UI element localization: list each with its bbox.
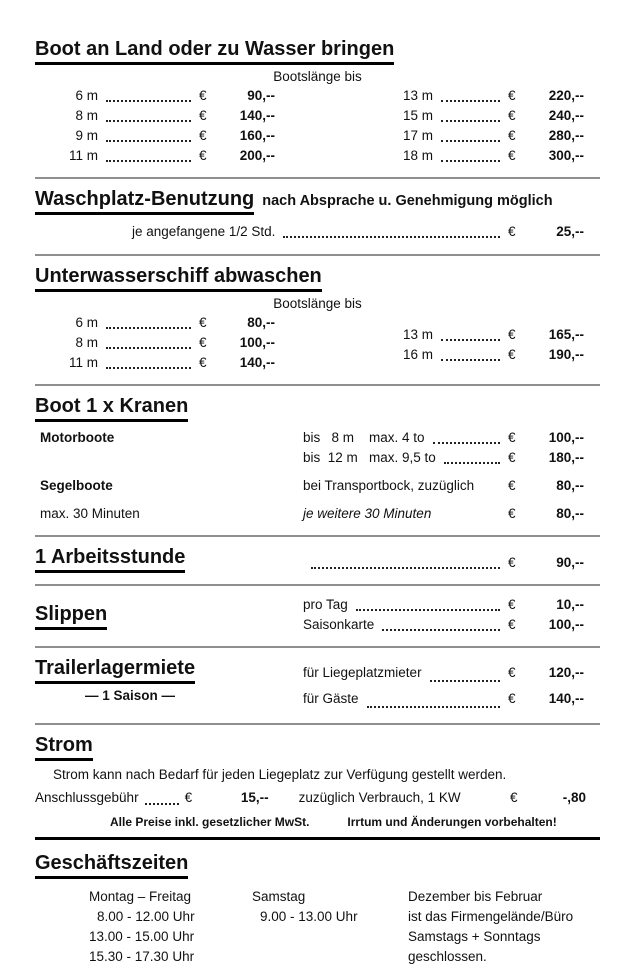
boat-type-label: Segelboote — [40, 478, 113, 493]
length-label: 16 m — [402, 347, 433, 362]
price-value: 240,-- — [548, 108, 584, 123]
currency-symbol: € — [508, 691, 516, 706]
vat-note: Alle Preise inkl. gesetzlicher MwSt. — [110, 815, 310, 829]
price-row — [40, 313, 275, 333]
dotted-leader — [106, 367, 191, 369]
hours-winter-note — [408, 887, 600, 967]
hours-line: 8.00 - 12.00 Uhr — [97, 909, 195, 924]
hours-line: ist das Firmengelände/Büro — [408, 909, 574, 924]
currency-symbol: € — [508, 327, 516, 342]
price-value: 190,-- — [548, 347, 584, 362]
section-strom — [35, 725, 600, 837]
length-label: 13 m — [402, 327, 433, 342]
hours-saturday — [252, 887, 372, 967]
length-label: 17 m — [402, 128, 433, 143]
section-subtitle: Bootslänge bis — [273, 296, 362, 311]
hours-line: Montag – Freitag — [89, 889, 192, 904]
price-row — [40, 333, 275, 353]
price-row — [303, 660, 584, 686]
dotted-leader — [106, 160, 191, 162]
section-slippen — [35, 586, 600, 646]
customer-type-label: für Liegeplatzmieter — [303, 665, 422, 680]
price-row — [385, 146, 584, 166]
section-title: Boot an Land oder zu Wasser bringen — [35, 38, 394, 65]
dotted-leader — [106, 100, 191, 102]
dotted-leader — [311, 567, 500, 569]
currency-symbol: € — [508, 617, 516, 632]
price-column-left — [40, 313, 275, 373]
price-row — [35, 448, 600, 468]
dotted-leader — [441, 140, 500, 142]
currency-symbol: € — [199, 335, 207, 350]
section-title: Strom — [35, 734, 93, 761]
length-label: 9 m — [75, 128, 98, 143]
price-column-right — [385, 313, 600, 373]
price-row — [303, 686, 584, 712]
boat-type-label: Motorboote — [40, 430, 115, 445]
hours-line: 13.00 - 15.00 Uhr — [89, 929, 195, 944]
length-label: 8 m — [75, 108, 98, 123]
length-label: 15 m — [402, 108, 433, 123]
price-row — [385, 345, 584, 365]
currency-symbol: € — [510, 790, 518, 805]
section-boot-an-land — [35, 24, 600, 177]
price-value: 200,-- — [239, 148, 275, 163]
dotted-leader — [382, 629, 500, 631]
price-row — [132, 222, 584, 242]
price-value: 100,-- — [548, 617, 584, 632]
currency-symbol: € — [508, 597, 516, 612]
dotted-leader — [441, 120, 500, 122]
price-row — [385, 106, 584, 126]
price-value: 180,-- — [548, 450, 584, 465]
price-row — [35, 504, 600, 524]
currency-symbol: € — [508, 108, 516, 123]
price-row — [35, 476, 600, 496]
service-label: pro Tag — [303, 597, 348, 612]
price-value: 300,-- — [548, 148, 584, 163]
price-row — [385, 126, 584, 146]
dotted-leader — [441, 100, 500, 102]
disclaimer-note: Irrtum und Änderungen vorbehalten! — [347, 815, 557, 829]
currency-symbol: € — [508, 665, 516, 680]
section-title: Boot 1 x Kranen — [35, 395, 188, 422]
strom-description: Strom kann nach Bedarf für jeden Liegeplatz zur Verfügung gestellt werden. — [53, 767, 507, 782]
dotted-leader — [145, 803, 179, 805]
dotted-leader — [441, 160, 500, 162]
price-column-left — [40, 86, 275, 166]
length-label: 11 m — [68, 355, 98, 370]
currency-symbol: € — [199, 88, 207, 103]
dotted-leader — [106, 120, 191, 122]
section-title: Unterwasserschiff abwaschen — [35, 265, 322, 292]
price-value: 160,-- — [239, 128, 275, 143]
length-label: 11 m — [68, 148, 98, 163]
price-value: 90,-- — [247, 88, 275, 103]
price-value: 25,-- — [556, 224, 584, 239]
customer-type-label: für Gäste — [303, 691, 359, 706]
currency-symbol: € — [508, 347, 516, 362]
section-trailerlagermiete — [35, 648, 600, 723]
price-value: 140,-- — [548, 691, 584, 706]
dotted-leader — [441, 339, 500, 341]
section-kranen — [35, 386, 600, 535]
section-geschaeftszeiten — [35, 840, 600, 978]
condition-label: je weitere 30 Minuten — [303, 506, 432, 521]
price-value: 100,-- — [548, 430, 584, 445]
hours-line: Dezember bis Februar — [408, 889, 543, 904]
section-title: Geschäftszeiten — [35, 852, 188, 879]
currency-symbol: € — [508, 148, 516, 163]
price-value: 15,-- — [240, 790, 269, 805]
price-row — [40, 106, 275, 126]
hours-weekdays — [89, 887, 215, 967]
price-row — [303, 615, 584, 635]
service-label: je angefangene 1/2 Std. — [132, 224, 276, 239]
price-value: 10,-- — [556, 597, 584, 612]
price-value: 140,-- — [239, 108, 275, 123]
dotted-leader — [356, 609, 500, 611]
season-label: — 1 Saison — — [84, 688, 176, 703]
hours-line: 9.00 - 13.00 Uhr — [260, 909, 358, 924]
condition-label: bei Transportbock, zuzüglich — [303, 478, 475, 493]
price-value: 80,-- — [556, 506, 584, 521]
length-label: 18 m — [402, 148, 433, 163]
price-row — [303, 553, 600, 573]
section-title: Slippen — [35, 603, 107, 630]
price-value: 100,-- — [239, 335, 275, 350]
hours-line: 15.30 - 17.30 Uhr — [89, 949, 195, 964]
price-row — [40, 86, 275, 106]
duration-label: max. 30 Minuten — [40, 506, 140, 521]
dotted-leader — [444, 462, 500, 464]
footnotes — [110, 815, 600, 829]
dotted-leader — [441, 359, 500, 361]
currency-symbol: € — [508, 506, 516, 521]
currency-symbol: € — [508, 450, 516, 465]
fee-label: Anschlussgebühr — [35, 790, 139, 805]
section-waschplatz — [35, 179, 600, 254]
length-label: 6 m — [75, 315, 98, 330]
currency-symbol: € — [508, 555, 516, 570]
price-value: 140,-- — [239, 355, 275, 370]
currency-symbol: € — [199, 128, 207, 143]
hours-line: Samstag — [252, 889, 306, 904]
price-row — [303, 595, 584, 615]
price-value: -,80 — [562, 790, 586, 805]
currency-symbol: € — [199, 315, 207, 330]
dotted-leader — [433, 442, 500, 444]
hours-line: Samstags + Sonntags — [408, 929, 541, 944]
price-row — [40, 353, 275, 373]
section-title: 1 Arbeitsstunde — [35, 546, 185, 573]
currency-symbol: € — [199, 355, 207, 370]
section-title: Trailerlagermiete — [35, 657, 195, 684]
currency-symbol: € — [199, 108, 207, 123]
hours-line: geschlossen. — [408, 949, 487, 964]
currency-symbol: € — [508, 224, 516, 239]
currency-symbol: € — [184, 790, 193, 805]
price-value: 120,-- — [548, 665, 584, 680]
dotted-leader — [283, 236, 500, 238]
section-title: Waschplatz-Benutzung — [35, 188, 254, 215]
section-title-note: nach Absprache u. Genehmigung möglich — [262, 193, 553, 209]
dotted-leader — [106, 347, 191, 349]
price-value: 280,-- — [548, 128, 584, 143]
price-value: 220,-- — [548, 88, 584, 103]
currency-symbol: € — [508, 430, 516, 445]
currency-symbol: € — [508, 88, 516, 103]
dotted-leader — [367, 706, 500, 708]
price-row — [385, 325, 584, 345]
price-value: 80,-- — [556, 478, 584, 493]
consumption-label: zuzüglich Verbrauch, 1 KW — [298, 790, 461, 805]
price-row — [40, 126, 275, 146]
section-unterwasserschiff — [35, 256, 600, 384]
condition-label: bis 8 m max. 4 to — [303, 430, 425, 445]
price-value: 165,-- — [548, 327, 584, 342]
price-value: 90,-- — [556, 555, 584, 570]
price-value: 80,-- — [247, 315, 275, 330]
dotted-leader — [106, 327, 191, 329]
service-label: Saisonkarte — [303, 617, 375, 632]
length-label: 8 m — [75, 335, 98, 350]
dotted-leader — [106, 140, 191, 142]
currency-symbol: € — [508, 478, 516, 493]
currency-symbol: € — [508, 128, 516, 143]
length-label: 6 m — [75, 88, 98, 103]
currency-symbol: € — [199, 148, 207, 163]
price-row — [35, 428, 600, 448]
price-row — [385, 86, 584, 106]
section-subtitle: Bootslänge bis — [273, 69, 362, 84]
price-row — [35, 787, 600, 809]
price-row — [40, 146, 275, 166]
dotted-leader — [430, 680, 500, 682]
price-column-right — [385, 86, 600, 166]
condition-label: bis 12 m max. 9,5 to — [303, 450, 436, 465]
section-arbeitsstunde — [35, 537, 600, 584]
length-label: 13 m — [402, 88, 433, 103]
